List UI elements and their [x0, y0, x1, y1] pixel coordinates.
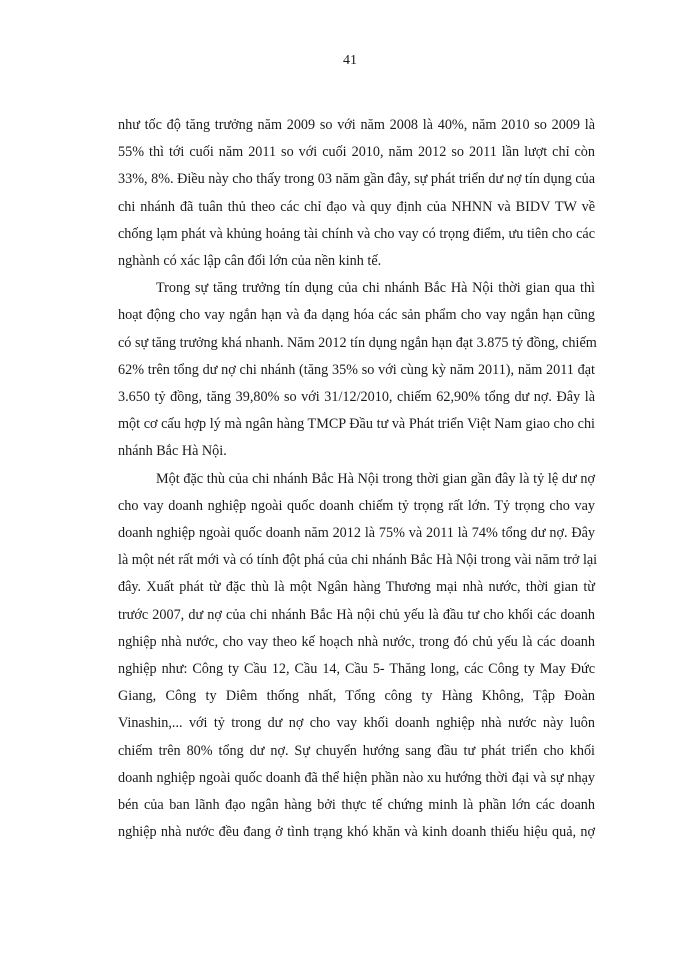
- text-line: nghiệp nhà nước đều đang ở tình trạng khó khăn và kinh doanh thiếu hiệu quả, nợ: [118, 824, 595, 841]
- text-line: có sự tăng trưởng khá nhanh. Năm 2012 tín dụng ngắn hạn đạt 3.875 tỷ đồng, chiếm: [118, 334, 597, 351]
- text-line: Vinashin,... với tỷ trong dư nợ cho vay khối doanh nghiệp nhà nước này luôn: [118, 715, 595, 732]
- text-line: nghành có xác lập cân đối lớn của nền kinh tế.: [118, 253, 382, 270]
- text-line: chiếm trên 80% tổng dư nợ. Sự chuyển hướng sang đầu tư phát triển cho khối: [118, 742, 595, 759]
- text-line: Một đặc thù của chi nhánh Bắc Hà Nội trong thời gian gần đây là tỷ lệ dư nợ: [156, 470, 595, 487]
- paragraph: [118, 466, 598, 847]
- paragraph: [118, 275, 595, 465]
- body-text: [118, 112, 598, 846]
- text-line: Giang, Công ty Diêm thống nhất, Tổng công ty Hàng Không, Tập Đoàn: [118, 688, 595, 705]
- text-line: 33%, 8%. Điều này cho thấy trong 03 năm gần đây, sự phát triển dư nợ tín dụng của: [118, 171, 596, 188]
- text-line: cho vay doanh nghiệp ngoài quốc doanh chiếm tỷ trọng rất lớn. Tỷ trọng cho vay: [118, 497, 595, 514]
- text-line: nghiệp như: Công ty Cầu 12, Cầu 14, Cầu 5- Thăng long, các Công ty May Đức: [118, 661, 595, 678]
- text-line: hoạt động cho vay ngắn hạn và đa dạng hóa các sản phẩm cho vay ngắn hạn cũng: [118, 307, 595, 324]
- text-line: đây. Xuất phát từ đặc thù là một Ngân hàng Thương mại nhà nước, thời gian từ: [118, 579, 595, 596]
- text-line: Trong sự tăng trưởng tín dụng của chi nhánh Bắc Hà Nội thời gian qua thì: [156, 280, 595, 297]
- text-line: chi nhánh đã tuân thủ theo các chỉ đạo và quy định của NHNN và BIDV TW về: [118, 198, 595, 215]
- text-line: như tốc độ tăng trưởng năm 2009 so với năm 2008 là 40%, năm 2010 so 2009 là: [118, 117, 595, 133]
- text-line: là một nét rất mới và có tính đột phá của chi nhánh Bắc Hà Nội trong vài năm trở lại: [118, 552, 598, 569]
- text-line: trước 2007, dư nợ của chi nhánh Bắc Hà nội chủ yếu là đầu tư cho khối các doanh: [118, 606, 595, 623]
- page-number: 41: [343, 53, 357, 68]
- text-line: 55% thì tới cuối năm 2011 so với cuối 2010, năm 2012 so 2011 lần lượt chỉ còn: [118, 144, 595, 161]
- paragraph: [118, 112, 595, 275]
- text-line: 62% trên tổng dư nợ chi nhánh (tăng 35% so với cùng kỳ năm 2011), năm 2011 đạt: [118, 361, 595, 378]
- text-line: doanh nghiệp ngoài quốc doanh đã thể hiện phần nào xu hướng thời đại và sự nhạy: [118, 769, 595, 786]
- text-line: chống lạm phát và khủng hoảng tài chính và cho vay có trọng điểm, ưu tiên cho các: [118, 225, 595, 242]
- text-line: bén của ban lãnh đạo ngân hàng bởi thực tế chứng minh là phần lớn các doanh: [118, 797, 595, 814]
- text-line: 3.650 tỷ đồng, tăng 39,80% so với 31/12/2010, chiếm 62,90% tổng dư nợ. Đây là: [118, 389, 595, 406]
- text-line: nghiệp nhà nước, cho vay theo kế hoạch nhà nước, trong đó chủ yếu là các doanh: [118, 633, 595, 650]
- text-line: doanh nghiệp ngoài quốc doanh năm 2012 là 75% và 2011 là 74% tổng dư nợ. Đây: [118, 525, 595, 542]
- text-line: nhánh Bắc Hà Nội.: [118, 443, 227, 460]
- text-line: một cơ cấu hợp lý mà ngân hàng TMCP Đầu tư và Phát triển Việt Nam giao cho chi: [118, 416, 595, 433]
